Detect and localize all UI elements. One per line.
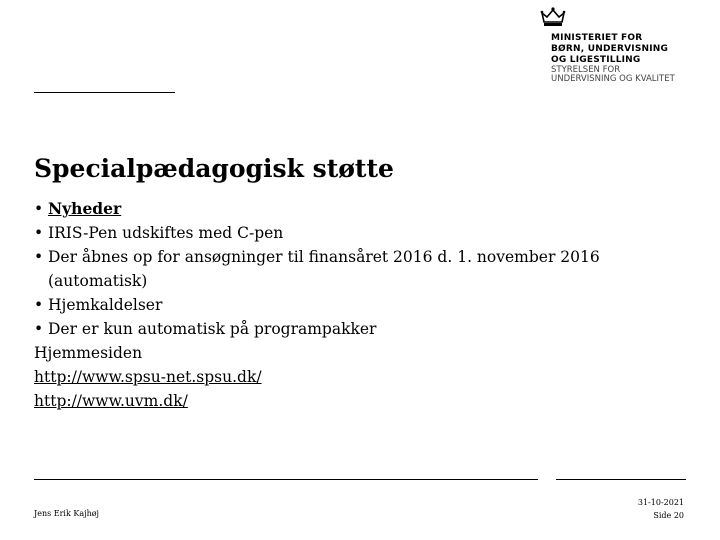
footer-meta <box>638 496 684 522</box>
ministry-line: MINISTERIET FOR <box>551 33 643 43</box>
footer-date: 31-10-2021 <box>637 498 684 507</box>
footer-rule-left <box>34 479 538 480</box>
bullet-item: • IRIS-Pen udskiftes med C-pen <box>34 224 284 242</box>
bullet-item: • Nyheder <box>34 199 122 218</box>
footer-rule-right <box>556 479 686 480</box>
ministry-name <box>551 33 668 66</box>
ministry-line: BØRN, UNDERVISNING <box>551 44 669 54</box>
ministry-line: OG LIGESTILLING <box>551 55 641 65</box>
homepage-label: Hjemmesiden <box>34 344 143 362</box>
slide-content <box>34 197 634 413</box>
uvm-link[interactable]: http://www.uvm.dk/ <box>34 392 188 410</box>
agency-name <box>551 66 675 84</box>
bullet-text: Der er kun automatisk på programpakker <box>48 320 377 338</box>
footer-author: Jens Erik Kajhøj <box>34 509 100 518</box>
spsu-link[interactable]: http://www.spsu-net.spsu.dk/ <box>34 368 262 386</box>
bullet-text: Nyheder <box>48 199 122 218</box>
slide-title: Specialpædagogisk støtte <box>34 154 394 183</box>
crown-logo-icon <box>540 6 566 30</box>
agency-line: STYRELSEN FOR <box>551 65 621 75</box>
bullet-item: • Der åbnes op for ansøgninger til finansåret 2016 d. 1. november 2016 (automatisk) <box>34 248 600 290</box>
bullet-text: Hjemkaldelser <box>48 296 163 314</box>
bullet-item: • Hjemkaldelser <box>34 296 163 314</box>
agency-line: UNDERVISNING OG KVALITET <box>551 74 675 84</box>
bullet-item: • Der er kun automatisk på programpakker <box>34 320 377 338</box>
bullet-text: IRIS-Pen udskiftes med C-pen <box>48 224 284 242</box>
footer-page-number: Side 20 <box>653 511 684 520</box>
header-rule <box>34 92 175 93</box>
bullet-text: Der åbnes op for ansøgninger til finansåret 2016 d. 1. november 2016 (automatisk) <box>48 248 600 290</box>
